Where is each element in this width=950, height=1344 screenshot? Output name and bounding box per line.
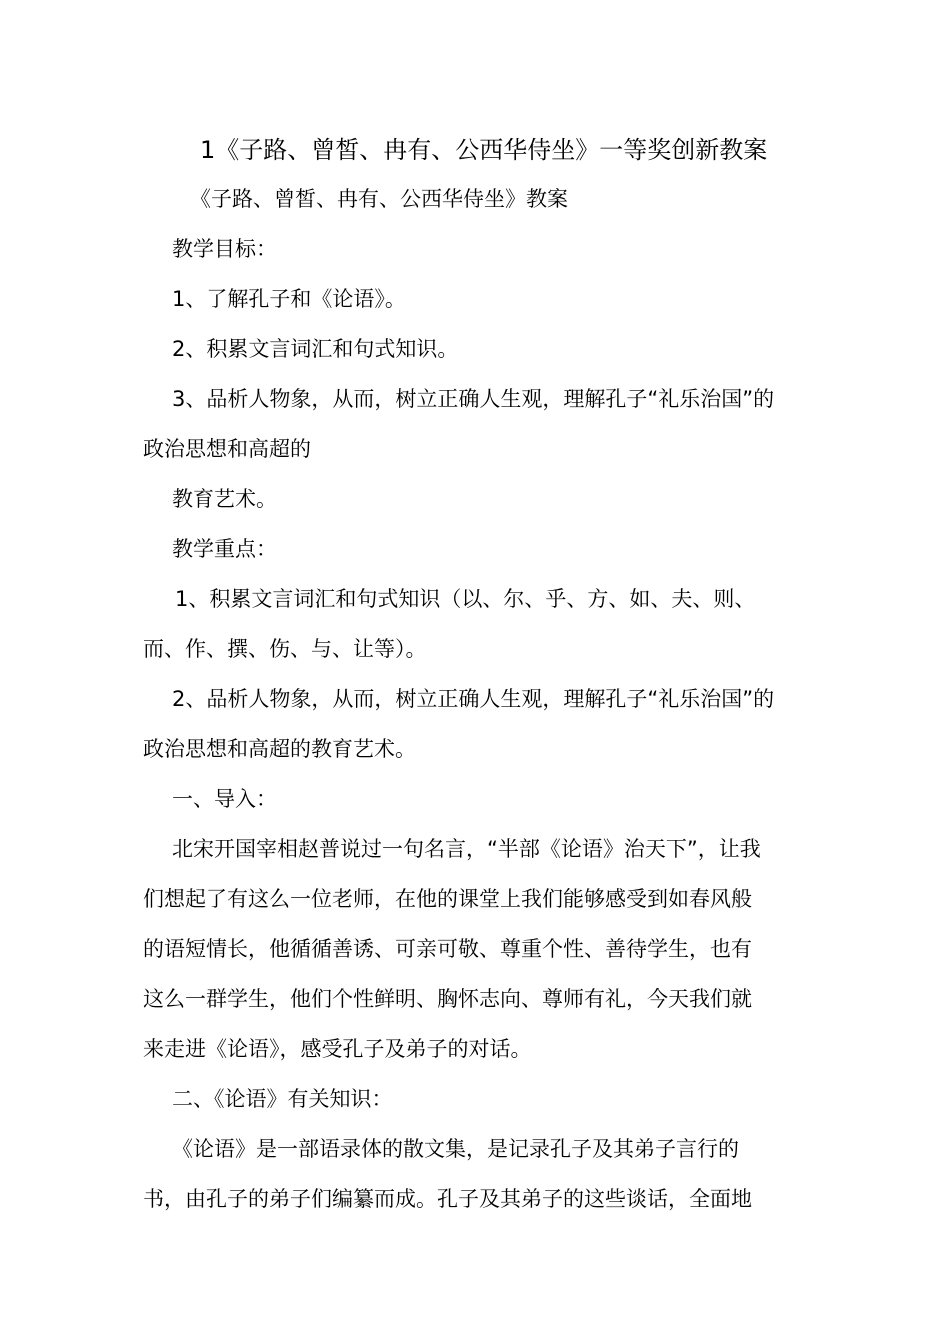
section-heading: 一、导入： <box>172 787 277 811</box>
section-heading: 教学重点： <box>172 537 277 561</box>
paragraph-line: 们想起了有这么一位老师，在他的课堂上我们能够感受到如春风般 <box>143 887 752 911</box>
paragraph-line: 北宋开国宰相赵普说过一句名言，“半部《论语》治天下”，让我 <box>172 837 761 861</box>
paragraph-line: 的语短情长，他循循善诱、可亲可敬、尊重个性、善待学生，也有 <box>143 937 752 961</box>
objective-2: 2、积累文言词汇和句式知识。 <box>172 337 459 361</box>
subtitle-line: 《子路、曾皙、冉有、公西华侍坐》教案 <box>190 187 568 211</box>
keypoint-2-cont: 政治思想和高超的教育艺术。 <box>143 737 416 761</box>
section-heading: 教学目标： <box>172 237 277 261</box>
objective-3: 3、品析人物象，从而，树立正确人生观，理解孔子“礼乐治国”的 <box>172 387 775 411</box>
section-heading: 二、《论语》有关知识： <box>172 1087 393 1111</box>
objective-1: 1、了解孔子和《论语》。 <box>172 287 406 311</box>
objective-3-cont-2: 教育艺术。 <box>172 487 277 511</box>
keypoint-1-cont: 而、作、撰、伤、与、让等）。 <box>143 637 427 661</box>
paragraph-line: 来走进《论语》，感受孔子及弟子的对话。 <box>143 1037 532 1061</box>
document-title: 1《子路、曾皙、冉有、公西华侍坐》一等奖创新教案 <box>200 136 768 164</box>
keypoint-1: 1、积累文言词汇和句式知识（以、尔、乎、方、如、夫、则、 <box>175 587 756 611</box>
paragraph-line: 书，由孔子的弟子们编纂而成。孔子及其弟子的这些谈话，全面地 <box>143 1187 752 1211</box>
paragraph-line: 《论语》是一部语录体的散文集，是记录孔子及其弟子言行的 <box>172 1137 739 1161</box>
paragraph-line: 这么一群学生，他们个性鲜明、胸怀志向、尊师有礼，今天我们就 <box>143 987 752 1011</box>
keypoint-2: 2、品析人物象，从而，树立正确人生观，理解孔子“礼乐治国”的 <box>172 687 775 711</box>
objective-3-cont: 政治思想和高超的 <box>143 437 311 461</box>
